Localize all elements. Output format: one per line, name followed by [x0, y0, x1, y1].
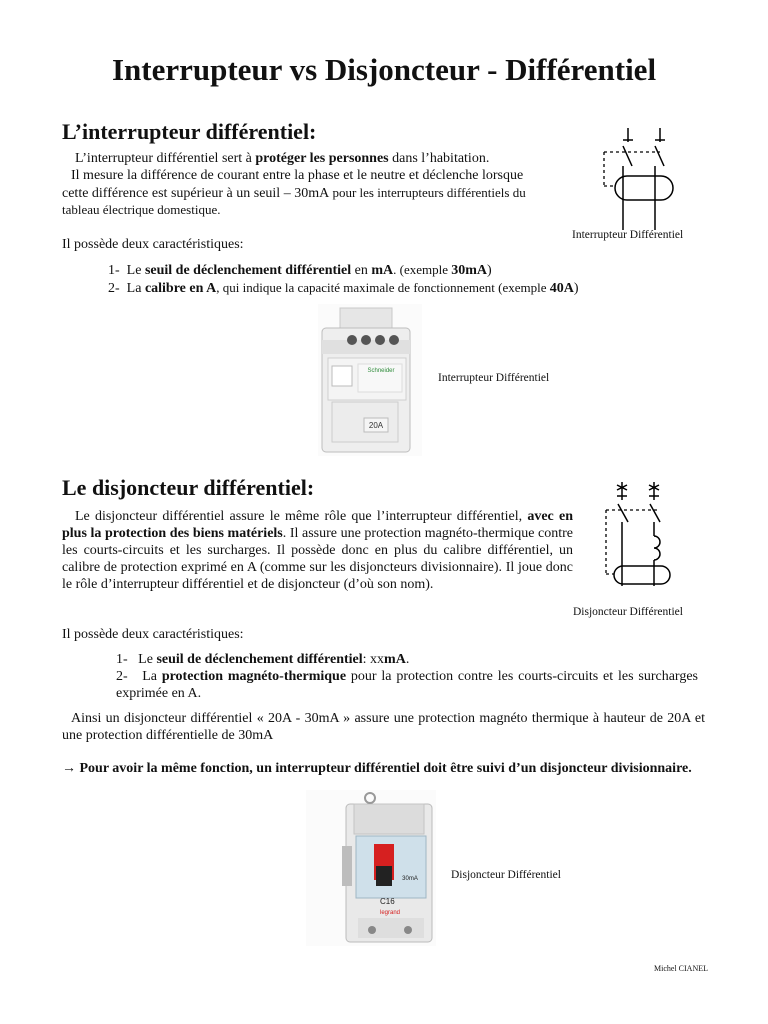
disjoncteur-note: → Pour avoir la même fonction, un interrupteur différentiel doit être suivi d’un disjoncteur divisionnaire. [62, 761, 692, 776]
interrupteur-char-list [108, 261, 668, 297]
disjoncteur-description: Le disjoncteur différentiel assure le même rôle que l’interrupteur différentiel, avec en plus la protection des biens matériels. Il assure une protection magnéto-thermique contre les courts-circuits et les surcharges. Il possède donc en plus du calibre différentiel, un calibre de protection exprimé en A (comme sur les disjoncteurs divisionnaire). Il joue donc le rôle d’interrupteur différentiel et de disjoncteur (d’où son nom). [62, 509, 573, 592]
disjoncteur-summary: Ainsi un disjoncteur différentiel « 20A - 30mA » assure une protection magnéto thermique à hauteur de 20A et une protection différentielle de 30mA [62, 711, 705, 743]
disjoncteur-schematic [600, 478, 680, 590]
disjoncteur-char-intro: Il possède deux caractéristiques: [62, 627, 244, 642]
list-item: 2- La protection magnéto-thermique pour la protection contre les courts-circuits et les surcharges exprimée en A. [116, 669, 699, 701]
disjoncteur-diagram-caption: Disjoncteur Différentiel [573, 606, 683, 618]
interrupteur-intro: L’interrupteur différentiel sert à protéger les personnes dans l’habitation. [75, 151, 490, 166]
svg-text:20A: 20A [368, 421, 384, 430]
svg-text:legrand: legrand [380, 910, 401, 916]
disjoncteur-device-image [306, 790, 436, 946]
svg-text:Schneider: Schneider [367, 368, 395, 374]
section-heading-interrupteur: L’interrupteur différentiel: [62, 119, 317, 144]
disjoncteur-photo-caption: Disjoncteur Différentiel [451, 869, 561, 881]
interrupteur-text-line4: tableau électrique domestique. [62, 202, 221, 217]
page-title: Interrupteur vs Disjoncteur - Différentiel [111, 52, 657, 87]
interrupteur-char-intro: Il possède deux caractéristiques: [62, 237, 244, 252]
interrupteur-diagram-caption: Interrupteur Différentiel [572, 229, 684, 241]
interrupteur-schematic [598, 122, 680, 234]
svg-text:30mA: 30mA [402, 876, 418, 882]
disjoncteur-char-list [108, 651, 698, 702]
footer-author: Michel CIANEL [654, 964, 708, 973]
svg-text:C16: C16 [380, 897, 395, 906]
interrupteur-photo-caption: Interrupteur Différentiel [438, 372, 550, 384]
section-heading-disjoncteur: Le disjoncteur différentiel: [62, 475, 315, 500]
list-item: 1- Le seuil de déclenchement différentiel en mA. (exemple 30mA) [108, 262, 492, 278]
interrupteur-device-image [318, 304, 422, 456]
interrupteur-text-line3: cette différence est supérieur à un seuil – 30mA pour les interrupteurs différentiels du [62, 185, 526, 201]
list-item: 2- La calibre en A, qui indique la capacité maximale de fonctionnement (exemple 40A) [108, 280, 579, 296]
list-item: 1- Le seuil de déclenchement différentiel: xxmA. [116, 652, 410, 667]
interrupteur-text-line2: Il mesure la différence de courant entre la phase et le neutre et déclenche lorsque [71, 168, 524, 183]
